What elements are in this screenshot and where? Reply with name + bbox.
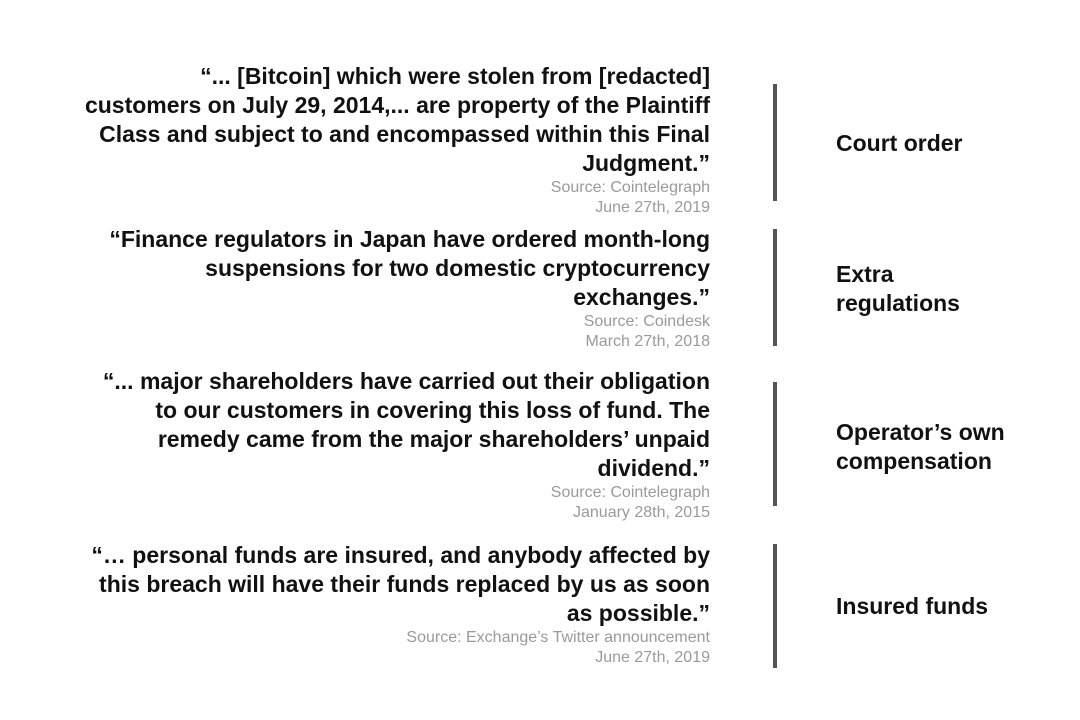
category-label-insured-funds: Insured funds	[836, 593, 989, 619]
quote-text: “… personal funds are insured, and anybody affected by this breach will have their funds replaced by us as soon as possible.”	[91, 542, 710, 626]
divider-bar	[773, 229, 777, 346]
quote-text: “... [Bitcoin] which were stolen from [redacted] customers on July 29, 2014,... are property of the Plaintiff Class and subject to and encompassed within this Final Judgment.”	[84, 63, 710, 176]
quote-block-court-order	[10, 62, 710, 218]
quote-source: Source: Cointelegraph	[550, 179, 710, 196]
quote-source: Source: Exchange’s Twitter announcement	[406, 629, 710, 646]
divider-bar	[773, 544, 777, 668]
quote-date: March 27th, 2018	[585, 333, 710, 350]
quote-block-extra-regulations	[10, 225, 710, 352]
quote-text: “Finance regulators in Japan have ordered month-long suspensions for two domestic cryptocurrency exchanges.”	[109, 226, 710, 310]
category-label-operator-compensation: Operator’s own compensation	[836, 419, 1005, 474]
quote-date: January 28th, 2015	[573, 504, 710, 521]
quote-source: Source: Cointelegraph	[550, 484, 710, 501]
quote-text: “... major shareholders have carried out their obligation to our customers in covering this loss of fund. The remedy came from the major shareholders’ unpaid dividend.”	[102, 368, 710, 481]
divider-bar	[773, 84, 777, 201]
category-label-court-order: Court order	[836, 130, 963, 156]
category-label-extra-regulations: Extra regulations	[836, 261, 960, 316]
quote-source: Source: Coindesk	[583, 313, 710, 330]
quote-block-operator-compensation	[10, 367, 710, 523]
quote-block-insured-funds	[10, 541, 710, 668]
quote-date: June 27th, 2019	[595, 649, 710, 666]
quote-date: June 27th, 2019	[595, 199, 710, 216]
divider-bar	[773, 382, 777, 506]
